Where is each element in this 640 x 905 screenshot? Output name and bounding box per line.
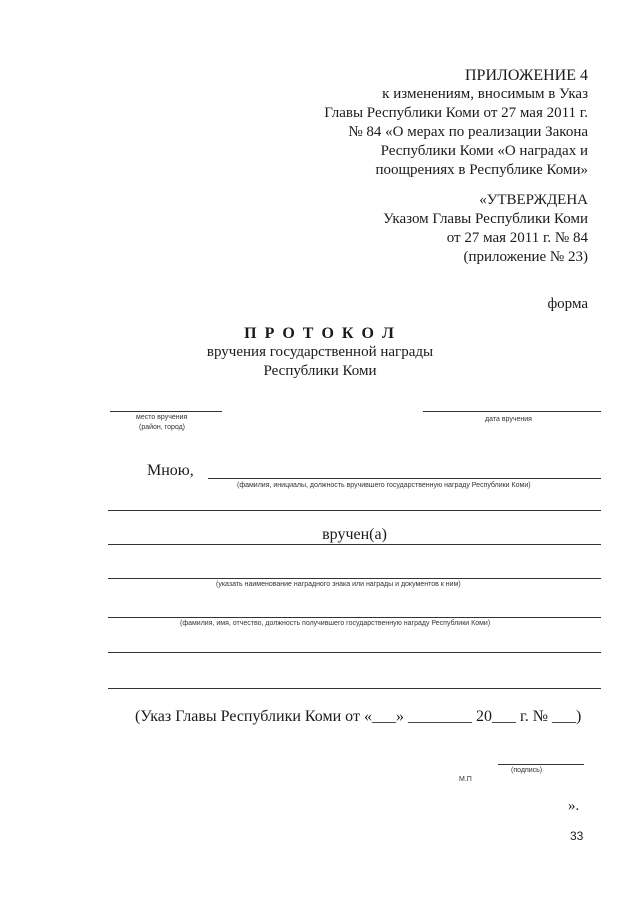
approved-line-2: Указом Главы Республики Коми bbox=[383, 211, 588, 227]
protocol-subtitle-2: Республики Коми bbox=[263, 363, 377, 379]
by-me-label: Мною, bbox=[147, 462, 194, 479]
stamp-label: М.П bbox=[459, 776, 472, 783]
approved-line-3: от 27 мая 2011 г. № 84 bbox=[446, 230, 588, 246]
closing-quote: ». bbox=[568, 798, 580, 814]
appendix-line-3: № 84 «О мерах по реализации Закона bbox=[348, 124, 588, 140]
protocol-title: П Р О Т О К О Л bbox=[244, 325, 396, 342]
appendix-title: ПРИЛОЖЕНИЕ 4 bbox=[464, 67, 588, 84]
recipient-caption: (фамилия, имя, отчество, должность получившего государственную награду Республики Коми) bbox=[180, 620, 491, 627]
date-line bbox=[423, 411, 601, 412]
decree-line: (Указ Главы Республики Коми от «___» ________ 20___ г. № ___) bbox=[135, 708, 582, 725]
approved-line-1: «УТВЕРЖДЕНА bbox=[479, 192, 588, 208]
appendix-line-5: поощрениях в Республике Коми» bbox=[375, 162, 588, 178]
awarded-label: вручен(а) bbox=[322, 526, 387, 543]
date-caption: дата вручения bbox=[485, 416, 532, 423]
blank-line-3 bbox=[108, 688, 601, 689]
form-label: форма bbox=[547, 296, 588, 312]
blank-line-2 bbox=[108, 652, 601, 653]
award-caption: (указать наименование наградного знака или награды и документов к ним) bbox=[216, 581, 461, 588]
blank-line-1 bbox=[108, 510, 601, 511]
approved-line-4: (приложение № 23) bbox=[463, 249, 588, 265]
appendix-line-4: Республики Коми «О наградах и bbox=[380, 143, 588, 159]
protocol-subtitle-1: вручения государственной награды bbox=[206, 344, 434, 360]
page-number: 33 bbox=[570, 829, 584, 843]
signature-line bbox=[498, 764, 584, 765]
place-caption-1: место вручения bbox=[136, 414, 188, 421]
presenter-caption: (фамилия, инициалы, должность вручившего государственную награду Республики Коми) bbox=[237, 482, 531, 489]
place-line bbox=[110, 411, 222, 412]
recipient-line bbox=[108, 617, 601, 618]
presenter-line bbox=[208, 478, 601, 479]
awarded-line bbox=[108, 544, 601, 545]
signature-caption: (подпись) bbox=[511, 767, 543, 774]
appendix-line-1: к изменениям, вносимым в Указ bbox=[382, 86, 588, 102]
award-line bbox=[108, 578, 601, 579]
place-caption-2: (район, город) bbox=[139, 424, 186, 431]
appendix-line-2: Главы Республики Коми от 27 мая 2011 г. bbox=[324, 105, 588, 121]
